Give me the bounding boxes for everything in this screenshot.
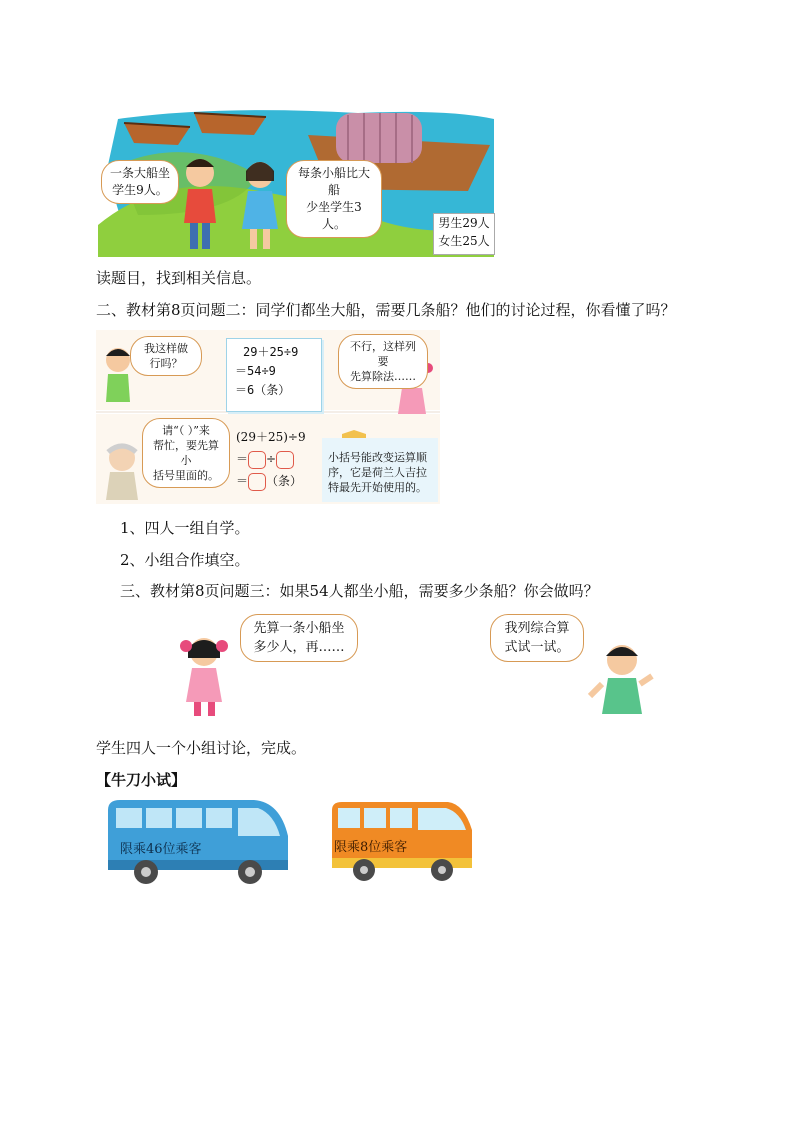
bubble-line: 我这样做 (144, 342, 188, 355)
info-boys: 男生29人 (438, 216, 490, 230)
formula-blank-line-1: ＝ ÷ (236, 448, 306, 470)
bubble-line: 多少人，再…… (253, 640, 345, 655)
bubble-line: 式试一试。 (504, 640, 570, 655)
scene3-boy-art (586, 640, 656, 718)
scene2-fill-formula (236, 426, 306, 492)
scene2-grandpa-bubble (142, 418, 230, 488)
info-girls: 女生25人 (438, 234, 490, 248)
blank-box[interactable] (248, 451, 266, 469)
scene3-boy-bubble (490, 614, 584, 662)
scene1-bubble-right (286, 160, 382, 238)
scene2-girl-bubble (338, 334, 428, 389)
bubble-line: 帮忙，要先算小 (153, 439, 219, 467)
heading-try-it: 【牛刀小试】 (96, 771, 187, 789)
blank-box[interactable] (248, 473, 266, 491)
bubble-line: 每条小船比大船 (297, 166, 370, 197)
scene1-bubble-left (101, 160, 179, 204)
step-1: 1、四人一组自学。 (120, 519, 250, 537)
bubble-line: 少坐学生3人。 (306, 200, 362, 231)
scene2-whiteboard (226, 338, 322, 412)
scene3-girl-bubble (240, 614, 358, 662)
unit-label: （条） (266, 474, 303, 488)
bus-label: 限乘46位乘客 (120, 842, 202, 857)
line-read-question: 读题目，找到相关信息。 (96, 269, 262, 287)
scene2-note (328, 450, 438, 495)
bubble-line: 一条大船坐 (110, 166, 171, 180)
boy-figure (586, 640, 656, 718)
bubble-line: 请“（ ）”来 (162, 424, 210, 437)
girl-figure (178, 632, 238, 716)
board-line-2: ＝54÷9 (235, 364, 276, 378)
van-illustration (328, 800, 476, 886)
scene2-boy-bubble (130, 336, 202, 376)
step-2: 2、小组合作填空。 (120, 551, 250, 569)
line-group-discuss: 学生四人一个小组讨论，完成。 (96, 739, 307, 757)
bubble-line: 不行，这样列要 (350, 340, 416, 368)
board-line-1: 29＋25÷9 (243, 345, 299, 359)
bubble-line: 括号里面的。 (153, 469, 219, 482)
heading-question-3: 三、教材第8页问题三：如果54人都坐小船，需要多少条船？你会做吗？ (120, 582, 599, 600)
bubble-line: 先算除法…… (350, 370, 416, 383)
formula-line: (29＋25)÷9 (236, 430, 306, 444)
bubble-line: 行吗？ (149, 357, 183, 370)
van-label: 限乘8位乘客 (334, 840, 408, 855)
scene1-info-card (433, 213, 495, 255)
bubble-line: 先算一条小船坐 (253, 621, 345, 636)
note-line: 序，它是荷兰人吉拉 (328, 466, 427, 479)
bubble-line: 学生9人。 (112, 183, 168, 197)
scene3-girl-art (178, 632, 238, 716)
note-line: 特最先开始使用的。 (328, 481, 427, 494)
blank-box[interactable] (276, 451, 294, 469)
board-line-3: ＝6（条） (235, 383, 291, 397)
formula-blank-line-2: ＝ （条） (236, 470, 306, 492)
bus-illustration (104, 796, 292, 888)
heading-question-2: 二、教材第8页问题二：同学们都坐大船，需要几条船？他们的讨论过程，你看懂了吗？ (96, 301, 676, 319)
bubble-line: 我列综合算 (504, 621, 570, 636)
note-line: 小括号能改变运算顺 (328, 451, 427, 464)
